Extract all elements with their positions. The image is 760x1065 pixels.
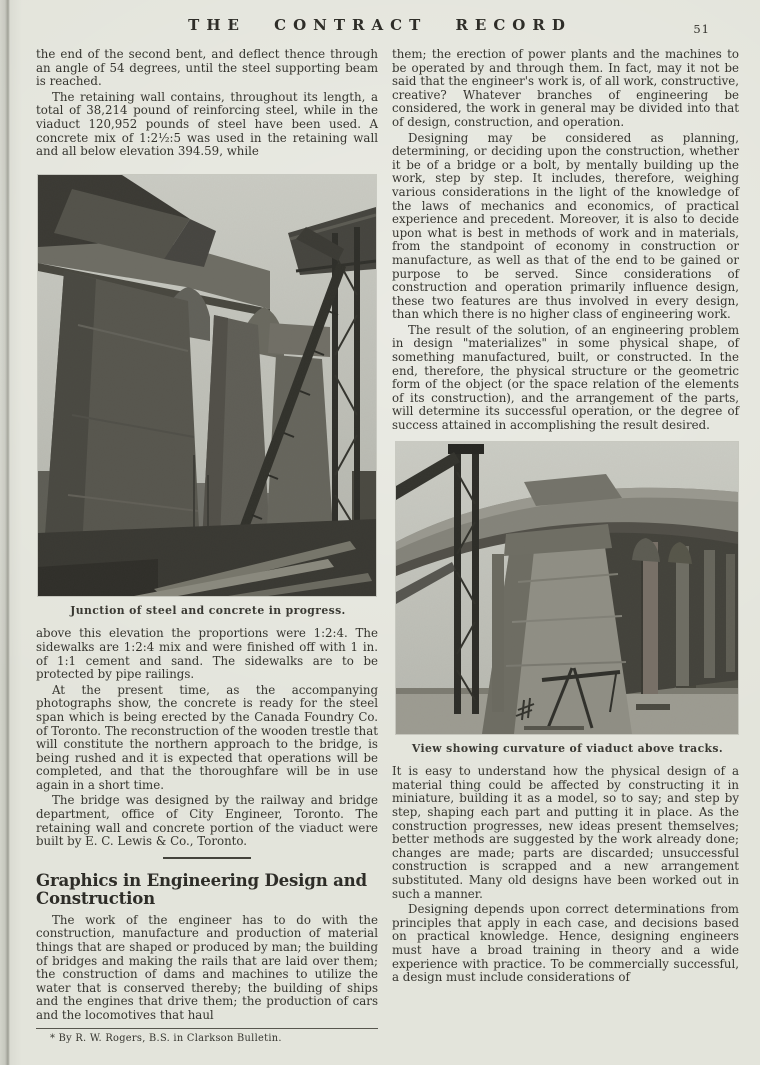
- body-paragraph: The retaining wall contains, throughout its length, a total of 38,214 pound of reinforcing steel, while in the viaduct 120,952 pounds of steel have been used. A concrete mix of 1:2½:5 was used in the retaining wall and all below elevation 394.59, while: [36, 89, 378, 159]
- photo-figure-steel-concrete-junction: [38, 175, 378, 618]
- body-paragraph: At the present time, as the accompanying photographs show, the concrete is ready for the steel span which is being erected by the Canada Foundry Co. of Toronto. The reconstruction of the wooden trestle that will constitute the northern approach to the bridge, is being rushed and it is expected that operations will be completed, and that the thoroughfare will be in use again in a short time.: [36, 682, 378, 792]
- body-paragraph: above this elevation the proportions were 1:2:4. The sidewalks are 1:2:4 mix and were finished off with 1 in. of 1:1 cement and sand. The sidewalks are to be protected by pipe railings.: [36, 626, 378, 682]
- footnote: * By R. W. Rogers, B.S. in Clarkson Bulletin.: [50, 1032, 282, 1044]
- body-paragraph: Designing depends upon correct determinations from principles that apply in each case, and decisions based on practical knowledge. Hence, designing engineers must have a broad training in theory and a wide experience with practice. To be commercially successful, a design must include considerations of: [392, 902, 739, 985]
- body-paragraph: It is easy to understand how the physical design of a material thing could be affected by constructing it in miniature, building it as a model, so to say; and step by step, shaping each part and putting it in place. As the construction progresses, new ideas present themselves; better methods are suggested by the work already done; changes are made; parts are discarded; unsuccessful construction is scrapped and a new arrangement substituted. Many old designs have been worked out in such a manner.: [392, 764, 739, 901]
- body-paragraph: them; the erection of power plants and the machines to be operated by and through them. In fact, may it not be said that the engineer's work is, of all work, constructive, creative? Whatever branches of engineering be considered, the work in general may be divided into that of design, construction, and operation.: [392, 47, 739, 129]
- body-paragraph: The result of the solution, of an engineering problem in design "materializes" in some physical shape, of something manufactured, built, or constructed. In the end, therefore, the physical structure or the geometric form of the object (or the space relation of the elements of its construction), and the arrangement of the parts, will determine its successful operation, or the degree of success attained in accomplishing the result desired.: [392, 322, 739, 433]
- page-number: 51: [693, 22, 710, 36]
- photo-caption: View showing curvature of viaduct above tracks.: [411, 741, 724, 755]
- footnote-rule: [36, 1028, 378, 1029]
- body-paragraph: The bridge was designed by the railway and bridge department, office of City Engineer, Toronto. The retaining wall and concrete portion of the viaduct were built by E. C. Lewis & Co., Toronto.: [36, 793, 378, 849]
- section-divider-rule: [163, 857, 251, 859]
- right-column: [392, 48, 739, 987]
- photo-caption: Junction of steel and concrete in progress.: [70, 603, 346, 617]
- photo-figure-viaduct-curvature: [396, 442, 739, 756]
- section-heading: Graphics in Engineering Design and Construction: [36, 869, 367, 908]
- construction-photo-viaduct-piers: [38, 175, 376, 596]
- construction-photo-viaduct-deck: [396, 442, 738, 734]
- body-paragraph: Designing may be considered as planning, determining, or deciding upon the construction, whether it be of a bridge or a bolt, by mentally building up the work, step by step. It includes, therefore, weighing various considerations in the light of the knowledge of the laws of mechanics and economics, of practical experience and precedent. Moreover, it is also to decide upon what is best in methods of work and in materials, from the standpoint of economy in construction or manufacture, as well as that of the end to be gained or purpose to be served. Since considerations of construction and operation primarily influence design, these two features are thus involved in every design, than which there is no higher class of engineering work.: [392, 130, 739, 322]
- body-paragraph: The work of the engineer has to do with the construction, manufacture and production of material things that are shaped or produced by man; the building of bridges and making the rails that are laid over them; the construction of dams and machines to utilize the water that is conserved thereby; the building of ships and the engines that drive them; the production of cars and the locomotives that haul: [36, 912, 378, 1022]
- left-column: [36, 48, 378, 1047]
- body-paragraph: the end of the second bent, and deflect thence through an angle of 54 degrees, until the steel supporting beam is reached.: [36, 47, 378, 89]
- page-title: THE CONTRACT RECORD: [188, 16, 572, 34]
